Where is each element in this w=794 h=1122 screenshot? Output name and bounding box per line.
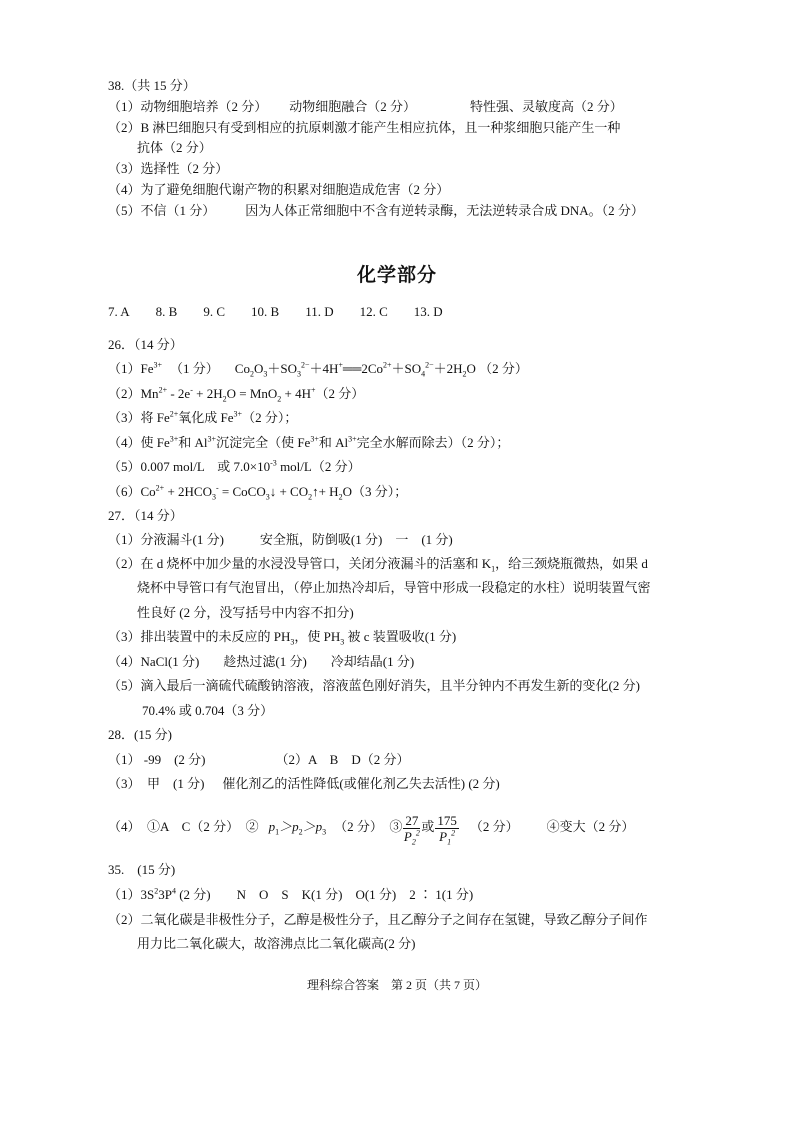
l4e: 沉淀完全（使 Fe xyxy=(216,435,311,450)
q38-p1b: 动物细胞融合（2 分） xyxy=(289,99,417,114)
q26-line-6 xyxy=(108,484,407,500)
q28-p3: ＞p xyxy=(302,819,323,834)
eq-o: ＋2H xyxy=(433,361,463,376)
q27-l2b: 烧杯中导管口有气泡冒出，（停止加热冷却后，导管中形成一段稳定的水柱）说明装置气密 xyxy=(137,580,651,595)
eq-m: 4 xyxy=(421,369,426,379)
l4c: 和 Al xyxy=(178,435,208,450)
q35-l1e: (2 分) xyxy=(175,887,211,902)
frac1-den-p: P xyxy=(403,828,412,844)
q27-line-2a xyxy=(108,556,648,572)
q35-line-1 xyxy=(108,887,473,903)
frac1-den xyxy=(403,828,420,847)
eq-a: Co xyxy=(234,361,250,376)
q38-p4: （4）为了避免细胞代谢产物的积累对细胞造成危害（2 分） xyxy=(108,182,450,197)
q35-l1f: N O S K(1 分) O(1 分) 2 ∶ 1(1 分) xyxy=(236,887,474,902)
mcq-10: 10. B xyxy=(251,304,280,319)
q26-line-3 xyxy=(108,410,297,426)
l2j: + xyxy=(311,385,316,395)
q28-p: p xyxy=(268,819,276,834)
q27-line-1 xyxy=(108,532,453,548)
page-footer: 理科综合答案 第 2 页（共 7 页） xyxy=(306,978,487,992)
q27-l1a: （1）分液漏斗(1 分) xyxy=(108,532,224,547)
q38-p2a: （2）B 淋巴细胞只有受到相应的抗原刺激才能产生相应抗体，且一种浆细胞只能产生一种 xyxy=(108,120,621,135)
l5b: -3 xyxy=(270,458,277,468)
q27-l4a: （4）NaCl(1 分) xyxy=(108,654,200,669)
eq-k: 2+ xyxy=(383,360,392,370)
q38-line-5 xyxy=(108,203,644,219)
l4f: 3+ xyxy=(310,434,319,444)
l6j: ↑+ H xyxy=(312,484,339,499)
q35-l1b: 2 xyxy=(154,886,159,896)
q38-line-1 xyxy=(108,99,623,115)
l5a: （5）0.007 mol/L 或 7.0×10 xyxy=(108,459,271,474)
l6i: 2 xyxy=(308,492,313,502)
q27-l2a-sub: 1 xyxy=(491,564,496,574)
q26-line-5 xyxy=(108,459,361,475)
q26-line-2 xyxy=(108,386,364,402)
q38-p3: （3）选择性（2 分） xyxy=(108,161,229,176)
l6a: （6）Co xyxy=(108,484,156,499)
frac1-den-sup: 2 xyxy=(415,828,420,838)
frac-or: 或 xyxy=(421,819,435,834)
mcq-7: 7. A xyxy=(108,304,130,319)
eq-b: 2 xyxy=(249,369,254,379)
l6c: + 2HCO xyxy=(164,484,212,499)
q28-line-3 xyxy=(108,805,634,849)
mcq-12: 12. C xyxy=(359,304,388,319)
q35-l1a: （1）3S xyxy=(108,887,155,902)
q28-p-sub1: 1 xyxy=(275,827,280,837)
q26-l1-pre: （1）Fe xyxy=(108,361,154,376)
q28-line-1 xyxy=(108,752,409,768)
l5c: mol/L（2 分） xyxy=(276,459,361,474)
q26-title: 26．（14 分） xyxy=(108,337,183,352)
q38-p5b: 因为人体正常细胞中不含有逆转录酶，无法逆转录合成 DNA。（2 分） xyxy=(245,203,644,218)
l4a: （4）使 Fe xyxy=(108,435,170,450)
frac2-den-sub: 1 xyxy=(447,837,452,847)
q35-title: 35. (15 分) xyxy=(108,862,176,877)
q27-line-4 xyxy=(108,654,414,670)
l3d: 3+ xyxy=(233,409,243,419)
eq-j: ══2Co xyxy=(342,361,383,376)
l2c: - 2e xyxy=(167,386,191,401)
q35-l1d: 4 xyxy=(171,886,176,896)
eq-d: 3 xyxy=(263,369,268,379)
q27-l3a: （3）排出装置中的未反应的 PH xyxy=(108,629,291,644)
l4d: 3+ xyxy=(207,434,217,444)
q26-l1-score: （1 分） xyxy=(170,361,219,376)
l4g: 和 Al xyxy=(318,435,349,450)
eq-c: O xyxy=(253,361,264,376)
eq-p: 2 xyxy=(462,369,467,379)
l6b: 2+ xyxy=(155,483,165,493)
l3a: （3）将 Fe xyxy=(108,410,170,425)
frac2-den-p: P xyxy=(439,828,448,844)
q35-l2b: 用力比二氧化碳大，故溶沸点比二氧化碳高(2 分) xyxy=(137,936,416,951)
q28-l3d: （2 分） xyxy=(469,819,519,834)
q27-l2c: 性良好 (2 分，没写括号中内容不扣分) xyxy=(137,605,354,620)
q38-p5a: （5）不信（1 分） xyxy=(108,203,216,218)
q27-l2a-end: ，给三颈烧瓶微热，如果 d xyxy=(495,556,648,571)
eq-h: ＋4H xyxy=(309,361,339,376)
l6g: 3 xyxy=(265,492,270,502)
q28-p2: ＞p xyxy=(279,819,299,834)
q26-line-4 xyxy=(108,435,509,451)
l4b: 3+ xyxy=(169,434,179,444)
q27-l3b: 3 xyxy=(290,637,295,647)
q27-l3c: ，使 PH xyxy=(294,629,341,644)
mcq-11: 11. D xyxy=(305,304,334,319)
l3e: （2 分）； xyxy=(242,410,298,425)
frac1-num: 27 xyxy=(405,812,419,828)
q27-line-3 xyxy=(108,629,456,645)
chemistry-heading: 化学部分 xyxy=(356,264,437,286)
q38-p1a: （1）动物细胞培养（2 分） xyxy=(108,99,268,114)
l3c: 氧化成 Fe xyxy=(178,410,234,425)
q27-l5b: 70.4% 或 0.704（3 分） xyxy=(142,703,274,718)
eq-l: ＋SO xyxy=(391,361,422,376)
q27-l3e: 被 c 装置吸收(1 分) xyxy=(344,629,457,644)
l2i: + 4H xyxy=(281,386,311,401)
q35-l1c: 3P xyxy=(158,887,172,902)
q28-l1b: （2）A B D（2 分） xyxy=(275,752,410,767)
l6f: = CoCO xyxy=(218,484,266,499)
eq-g: 2− xyxy=(300,360,310,370)
l6k: 2 xyxy=(338,492,343,502)
frac2-num: 175 xyxy=(437,812,457,828)
l2b: 2+ xyxy=(158,385,168,395)
q28-line-2 xyxy=(108,776,500,792)
q27-l1b: 安全瓶，防倒吸(1 分) 一 (1 分) xyxy=(259,532,453,547)
q28-l3e: ④变大（2 分） xyxy=(546,819,635,834)
q27-l2a: （2）在 d 烧杯中加少量的水浸没导管口，关闭分液漏斗的活塞和 K xyxy=(108,556,492,571)
l3b: 2+ xyxy=(169,409,179,419)
q28-l3a: （4） ①A C（2 分） ② xyxy=(108,819,259,834)
l4i: 完全水解而除去）（2 分）； xyxy=(356,435,510,450)
l2f: 2 xyxy=(222,394,227,404)
q35-l2a: （2）二氧化碳是非极性分子，乙醇是极性分子，且乙醇分子之间存在氢键，导致乙醇分子间作 xyxy=(108,912,648,927)
fraction-175-over-p1 xyxy=(435,812,459,847)
q38-title: 38.（共 15 分） xyxy=(108,78,196,93)
eq-e: ＋SO xyxy=(267,361,297,376)
mcq-answers xyxy=(108,304,443,320)
l2a: （2）Mn xyxy=(108,386,159,401)
q26-l1-sup: 3+ xyxy=(153,360,163,370)
q28-p-sub3: 3 xyxy=(322,827,327,837)
q28-l3c: （2 分） ③ xyxy=(334,819,403,834)
q28-l2a: （3） 甲 (1 分) xyxy=(108,776,205,791)
q26-line-1 xyxy=(108,361,528,377)
q28-l2b: 催化剂乙的活性降低(或催化剂乙失去活性) (2 分) xyxy=(222,776,500,791)
eq-i: + xyxy=(338,360,343,370)
q27-l4b: 趁热过滤(1 分) xyxy=(223,654,307,669)
l2e: + 2H xyxy=(192,386,223,401)
l6h: ↓ + CO xyxy=(269,484,309,499)
eq-n: 2− xyxy=(425,360,434,370)
q27-l4c: 冷却结晶(1 分) xyxy=(330,654,415,669)
l6d: 3 xyxy=(211,492,216,502)
frac2-den xyxy=(435,828,459,847)
l6l: O（3 分）； xyxy=(342,484,408,499)
q27-l3d: 3 xyxy=(340,637,345,647)
eq-f: 3 xyxy=(296,369,301,379)
eq-q: O （2 分） xyxy=(466,361,528,376)
l6e: - xyxy=(215,483,219,493)
mcq-8: 8. B xyxy=(155,304,178,319)
q38-p1c: 特性强、灵敏度高（2 分） xyxy=(470,99,623,114)
q28-l1a: （1） -99 (2 分) xyxy=(108,752,206,767)
q27-title: 27．（14 分） xyxy=(108,508,183,523)
mcq-9: 9. C xyxy=(203,304,226,319)
q28-p-sub2: 2 xyxy=(298,827,303,837)
l2h: 2 xyxy=(277,394,282,404)
mcq-13: 13. D xyxy=(413,304,443,319)
l2d: - xyxy=(190,385,193,395)
q28-title: 28．(15 分) xyxy=(108,727,172,742)
frac1-den-sub: 2 xyxy=(411,837,416,847)
l4h: 3+ xyxy=(348,434,357,444)
l2g: O = MnO xyxy=(226,386,278,401)
q27-l5a: （5）滴入最后一滴硫代硫酸钠溶液，溶液蓝色刚好消失，且半分钟内不再发生新的变化(2 分) xyxy=(108,678,640,693)
frac2-den-sup: 2 xyxy=(451,828,456,838)
fraction-27-over-p2 xyxy=(403,812,420,847)
l2k: （2 分） xyxy=(315,386,365,401)
q38-p2b: 抗体（2 分） xyxy=(137,140,212,155)
